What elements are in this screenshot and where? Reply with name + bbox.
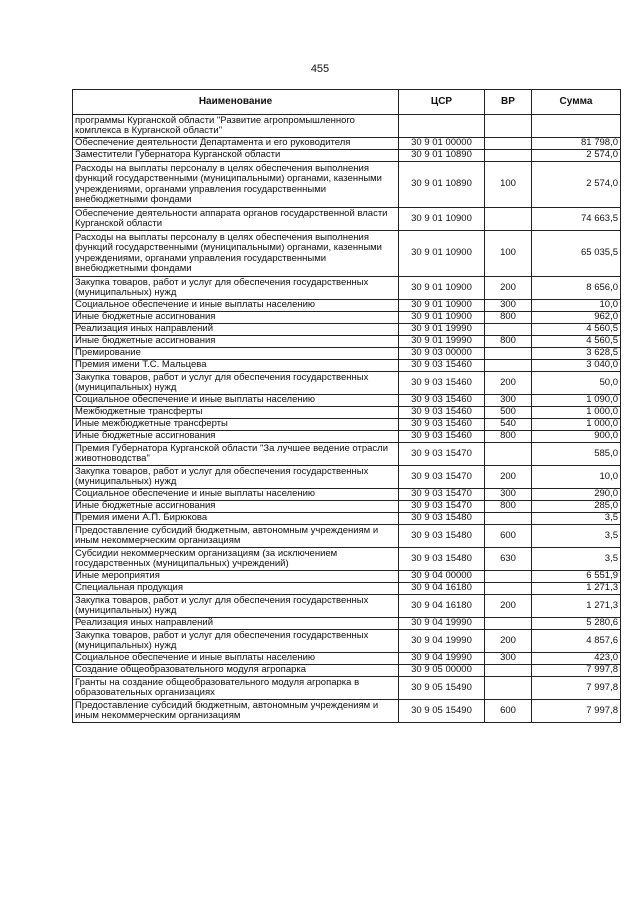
header-vr: ВР (485, 90, 532, 115)
cell-sum: 285,0 (532, 501, 621, 513)
table-row (73, 150, 621, 162)
cell-vr (485, 348, 532, 360)
cell-csr: 30 9 03 15460 (399, 419, 485, 431)
cell-name: Специальная продукция (73, 583, 399, 595)
cell-sum (532, 115, 621, 138)
cell-name: Премия имени Т.С. Мальцева (73, 360, 399, 372)
table-row (73, 372, 621, 395)
cell-csr: 30 9 01 10900 (399, 231, 485, 277)
table-row (73, 431, 621, 443)
cell-csr: 30 9 05 15490 (399, 677, 485, 700)
table-row (73, 208, 621, 231)
table-row (73, 501, 621, 513)
table-row (73, 407, 621, 419)
cell-sum: 1 271,3 (532, 583, 621, 595)
cell-csr: 30 9 03 15480 (399, 513, 485, 525)
cell-sum: 900,0 (532, 431, 621, 443)
cell-vr (485, 571, 532, 583)
cell-sum: 7 997,8 (532, 700, 621, 723)
cell-csr: 30 9 03 15470 (399, 443, 485, 466)
table-row (73, 138, 621, 150)
cell-sum: 3 040,0 (532, 360, 621, 372)
cell-name: Социальное обеспечение и иные выплаты населению (73, 653, 399, 665)
cell-vr: 200 (485, 277, 532, 300)
table-row (73, 231, 621, 277)
table-row (73, 548, 621, 571)
cell-vr (485, 150, 532, 162)
table-row (73, 419, 621, 431)
cell-vr (485, 138, 532, 150)
cell-sum: 65 035,5 (532, 231, 621, 277)
cell-vr (485, 513, 532, 525)
cell-sum: 6 551,9 (532, 571, 621, 583)
cell-csr: 30 9 01 19990 (399, 324, 485, 336)
cell-name: Иные бюджетные ассигнования (73, 336, 399, 348)
cell-sum: 423,0 (532, 653, 621, 665)
cell-name: Реализация иных направлений (73, 618, 399, 630)
header-name: Наименование (73, 90, 399, 115)
cell-name: программы Курганской области "Развитие агропромышленного комплекса в Курганской области" (73, 115, 399, 138)
cell-csr: 30 9 03 15460 (399, 395, 485, 407)
cell-name: Предоставление субсидий бюджетным, автономным учреждениям и иным некоммерческим организациям (73, 700, 399, 723)
cell-sum: 7 997,8 (532, 665, 621, 677)
cell-csr: 30 9 03 15460 (399, 372, 485, 395)
cell-name: Социальное обеспечение и иные выплаты населению (73, 395, 399, 407)
cell-csr: 30 9 01 10890 (399, 162, 485, 208)
table-row (73, 115, 621, 138)
cell-name: Создание общеобразовательного модуля агропарка (73, 665, 399, 677)
cell-csr: 30 9 01 10900 (399, 300, 485, 312)
cell-name: Предоставление субсидий бюджетным, автономным учреждениям и иным некоммерческим организациям (73, 525, 399, 548)
cell-sum: 2 574,0 (532, 150, 621, 162)
table-header (73, 90, 621, 115)
cell-vr: 800 (485, 336, 532, 348)
cell-sum: 50,0 (532, 372, 621, 395)
cell-vr: 300 (485, 300, 532, 312)
cell-name: Закупка товаров, работ и услуг для обеспечения государственных (муниципальных) нужд (73, 630, 399, 653)
cell-csr: 30 9 01 00000 (399, 138, 485, 150)
cell-csr: 30 9 05 00000 (399, 665, 485, 677)
cell-csr: 30 9 03 15460 (399, 431, 485, 443)
table-row (73, 618, 621, 630)
cell-vr (485, 208, 532, 231)
cell-name: Иные бюджетные ассигнования (73, 431, 399, 443)
cell-sum: 290,0 (532, 489, 621, 501)
cell-sum: 3,5 (532, 548, 621, 571)
cell-name: Иные межбюджетные трансферты (73, 419, 399, 431)
cell-csr: 30 9 03 15470 (399, 466, 485, 489)
table-row (73, 300, 621, 312)
cell-sum: 3 628,5 (532, 348, 621, 360)
cell-sum: 8 656,0 (532, 277, 621, 300)
cell-csr: 30 9 04 00000 (399, 571, 485, 583)
cell-csr: 30 9 03 15460 (399, 360, 485, 372)
cell-vr: 300 (485, 395, 532, 407)
cell-name: Расходы на выплаты персоналу в целях обеспечения выполнения функций государственными (муниципальными) органами, казенными учреждениями, органами управления государственными внебюджетными фондами (73, 162, 399, 208)
cell-name: Иные бюджетные ассигнования (73, 501, 399, 513)
table-row (73, 312, 621, 324)
cell-name: Заместители Губернатора Курганской области (73, 150, 399, 162)
cell-csr: 30 9 01 19990 (399, 336, 485, 348)
cell-name: Расходы на выплаты персоналу в целях обеспечения выполнения функций государственными (муниципальными) органами, казенными учреждениями, органами управления государственными внебюджетными фондами (73, 231, 399, 277)
cell-sum: 4 560,5 (532, 324, 621, 336)
cell-vr (485, 665, 532, 677)
cell-vr: 800 (485, 431, 532, 443)
cell-vr (485, 115, 532, 138)
cell-name: Социальное обеспечение и иные выплаты населению (73, 300, 399, 312)
cell-vr: 300 (485, 653, 532, 665)
cell-vr (485, 677, 532, 700)
cell-vr (485, 583, 532, 595)
cell-sum: 10,0 (532, 466, 621, 489)
cell-vr: 300 (485, 489, 532, 501)
cell-sum: 7 997,8 (532, 677, 621, 700)
cell-sum: 1 000,0 (532, 419, 621, 431)
cell-vr: 800 (485, 312, 532, 324)
cell-sum: 74 663,5 (532, 208, 621, 231)
table-row (73, 336, 621, 348)
cell-csr: 30 9 03 15480 (399, 525, 485, 548)
cell-csr: 30 9 04 19990 (399, 630, 485, 653)
cell-vr: 200 (485, 595, 532, 618)
cell-csr (399, 115, 485, 138)
cell-sum: 81 798,0 (532, 138, 621, 150)
cell-csr: 30 9 04 19990 (399, 653, 485, 665)
cell-name: Субсидии некоммерческим организациям (за исключением государственных (муниципальных) учреждений) (73, 548, 399, 571)
table-row (73, 665, 621, 677)
table-row (73, 677, 621, 700)
cell-name: Закупка товаров, работ и услуг для обеспечения государственных (муниципальных) нужд (73, 277, 399, 300)
cell-sum: 4 857,6 (532, 630, 621, 653)
cell-csr: 30 9 03 15480 (399, 548, 485, 571)
cell-csr: 30 9 03 00000 (399, 348, 485, 360)
table-row (73, 443, 621, 466)
cell-sum: 1 271,3 (532, 595, 621, 618)
cell-vr: 100 (485, 231, 532, 277)
cell-csr: 30 9 04 16180 (399, 595, 485, 618)
cell-name: Социальное обеспечение и иные выплаты населению (73, 489, 399, 501)
table-row (73, 595, 621, 618)
table-row (73, 277, 621, 300)
cell-vr: 200 (485, 466, 532, 489)
cell-csr: 30 9 01 10890 (399, 150, 485, 162)
table-row (73, 324, 621, 336)
cell-name: Реализация иных направлений (73, 324, 399, 336)
cell-vr (485, 360, 532, 372)
cell-sum: 1 090,0 (532, 395, 621, 407)
table-row (73, 700, 621, 723)
budget-table (72, 89, 621, 723)
table-row (73, 513, 621, 525)
cell-name: Обеспечение деятельности Департамента и его руководителя (73, 138, 399, 150)
cell-vr: 630 (485, 548, 532, 571)
table-row (73, 348, 621, 360)
cell-csr: 30 9 03 15470 (399, 501, 485, 513)
table-row (73, 630, 621, 653)
table-row (73, 162, 621, 208)
cell-csr: 30 9 03 15470 (399, 489, 485, 501)
cell-sum: 4 560,5 (532, 336, 621, 348)
cell-sum: 5 280,6 (532, 618, 621, 630)
cell-name: Закупка товаров, работ и услуг для обеспечения государственных (муниципальных) нужд (73, 595, 399, 618)
cell-vr: 600 (485, 525, 532, 548)
table-row (73, 653, 621, 665)
cell-name: Иные мероприятия (73, 571, 399, 583)
cell-sum: 3,5 (532, 513, 621, 525)
cell-vr: 200 (485, 372, 532, 395)
cell-sum: 10,0 (532, 300, 621, 312)
cell-csr: 30 9 04 16180 (399, 583, 485, 595)
table-row (73, 395, 621, 407)
cell-sum: 585,0 (532, 443, 621, 466)
table-row (73, 489, 621, 501)
cell-vr (485, 324, 532, 336)
header-sum: Сумма (532, 90, 621, 115)
cell-sum: 2 574,0 (532, 162, 621, 208)
cell-sum: 3,5 (532, 525, 621, 548)
cell-csr: 30 9 04 19990 (399, 618, 485, 630)
cell-name: Премия имени А.П. Бирюкова (73, 513, 399, 525)
table-row (73, 525, 621, 548)
page-number: 455 (310, 63, 330, 75)
cell-name: Обеспечение деятельности аппарата органов государственной власти Курганской области (73, 208, 399, 231)
cell-csr: 30 9 01 10900 (399, 208, 485, 231)
cell-vr: 500 (485, 407, 532, 419)
cell-csr: 30 9 05 15490 (399, 700, 485, 723)
cell-name: Закупка товаров, работ и услуг для обеспечения государственных (муниципальных) нужд (73, 466, 399, 489)
cell-name: Межбюджетные трансферты (73, 407, 399, 419)
cell-vr: 800 (485, 501, 532, 513)
cell-csr: 30 9 03 15460 (399, 407, 485, 419)
cell-sum: 962,0 (532, 312, 621, 324)
cell-name: Премия Губернатора Курганской области "За лучшее ведение отрасли животноводства" (73, 443, 399, 466)
cell-vr: 600 (485, 700, 532, 723)
table-row (73, 360, 621, 372)
table-row (73, 571, 621, 583)
cell-vr: 540 (485, 419, 532, 431)
cell-name: Закупка товаров, работ и услуг для обеспечения государственных (муниципальных) нужд (73, 372, 399, 395)
header-csr: ЦСР (399, 90, 485, 115)
table-row (73, 583, 621, 595)
table-row (73, 466, 621, 489)
cell-vr: 100 (485, 162, 532, 208)
cell-csr: 30 9 01 10900 (399, 312, 485, 324)
cell-name: Гранты на создание общеобразовательного модуля агропарка в образовательных организациях (73, 677, 399, 700)
cell-name: Премирование (73, 348, 399, 360)
cell-csr: 30 9 01 10900 (399, 277, 485, 300)
cell-vr: 200 (485, 630, 532, 653)
table-body (73, 115, 621, 723)
cell-vr (485, 443, 532, 466)
cell-name: Иные бюджетные ассигнования (73, 312, 399, 324)
cell-vr (485, 618, 532, 630)
cell-sum: 1 000,0 (532, 407, 621, 419)
